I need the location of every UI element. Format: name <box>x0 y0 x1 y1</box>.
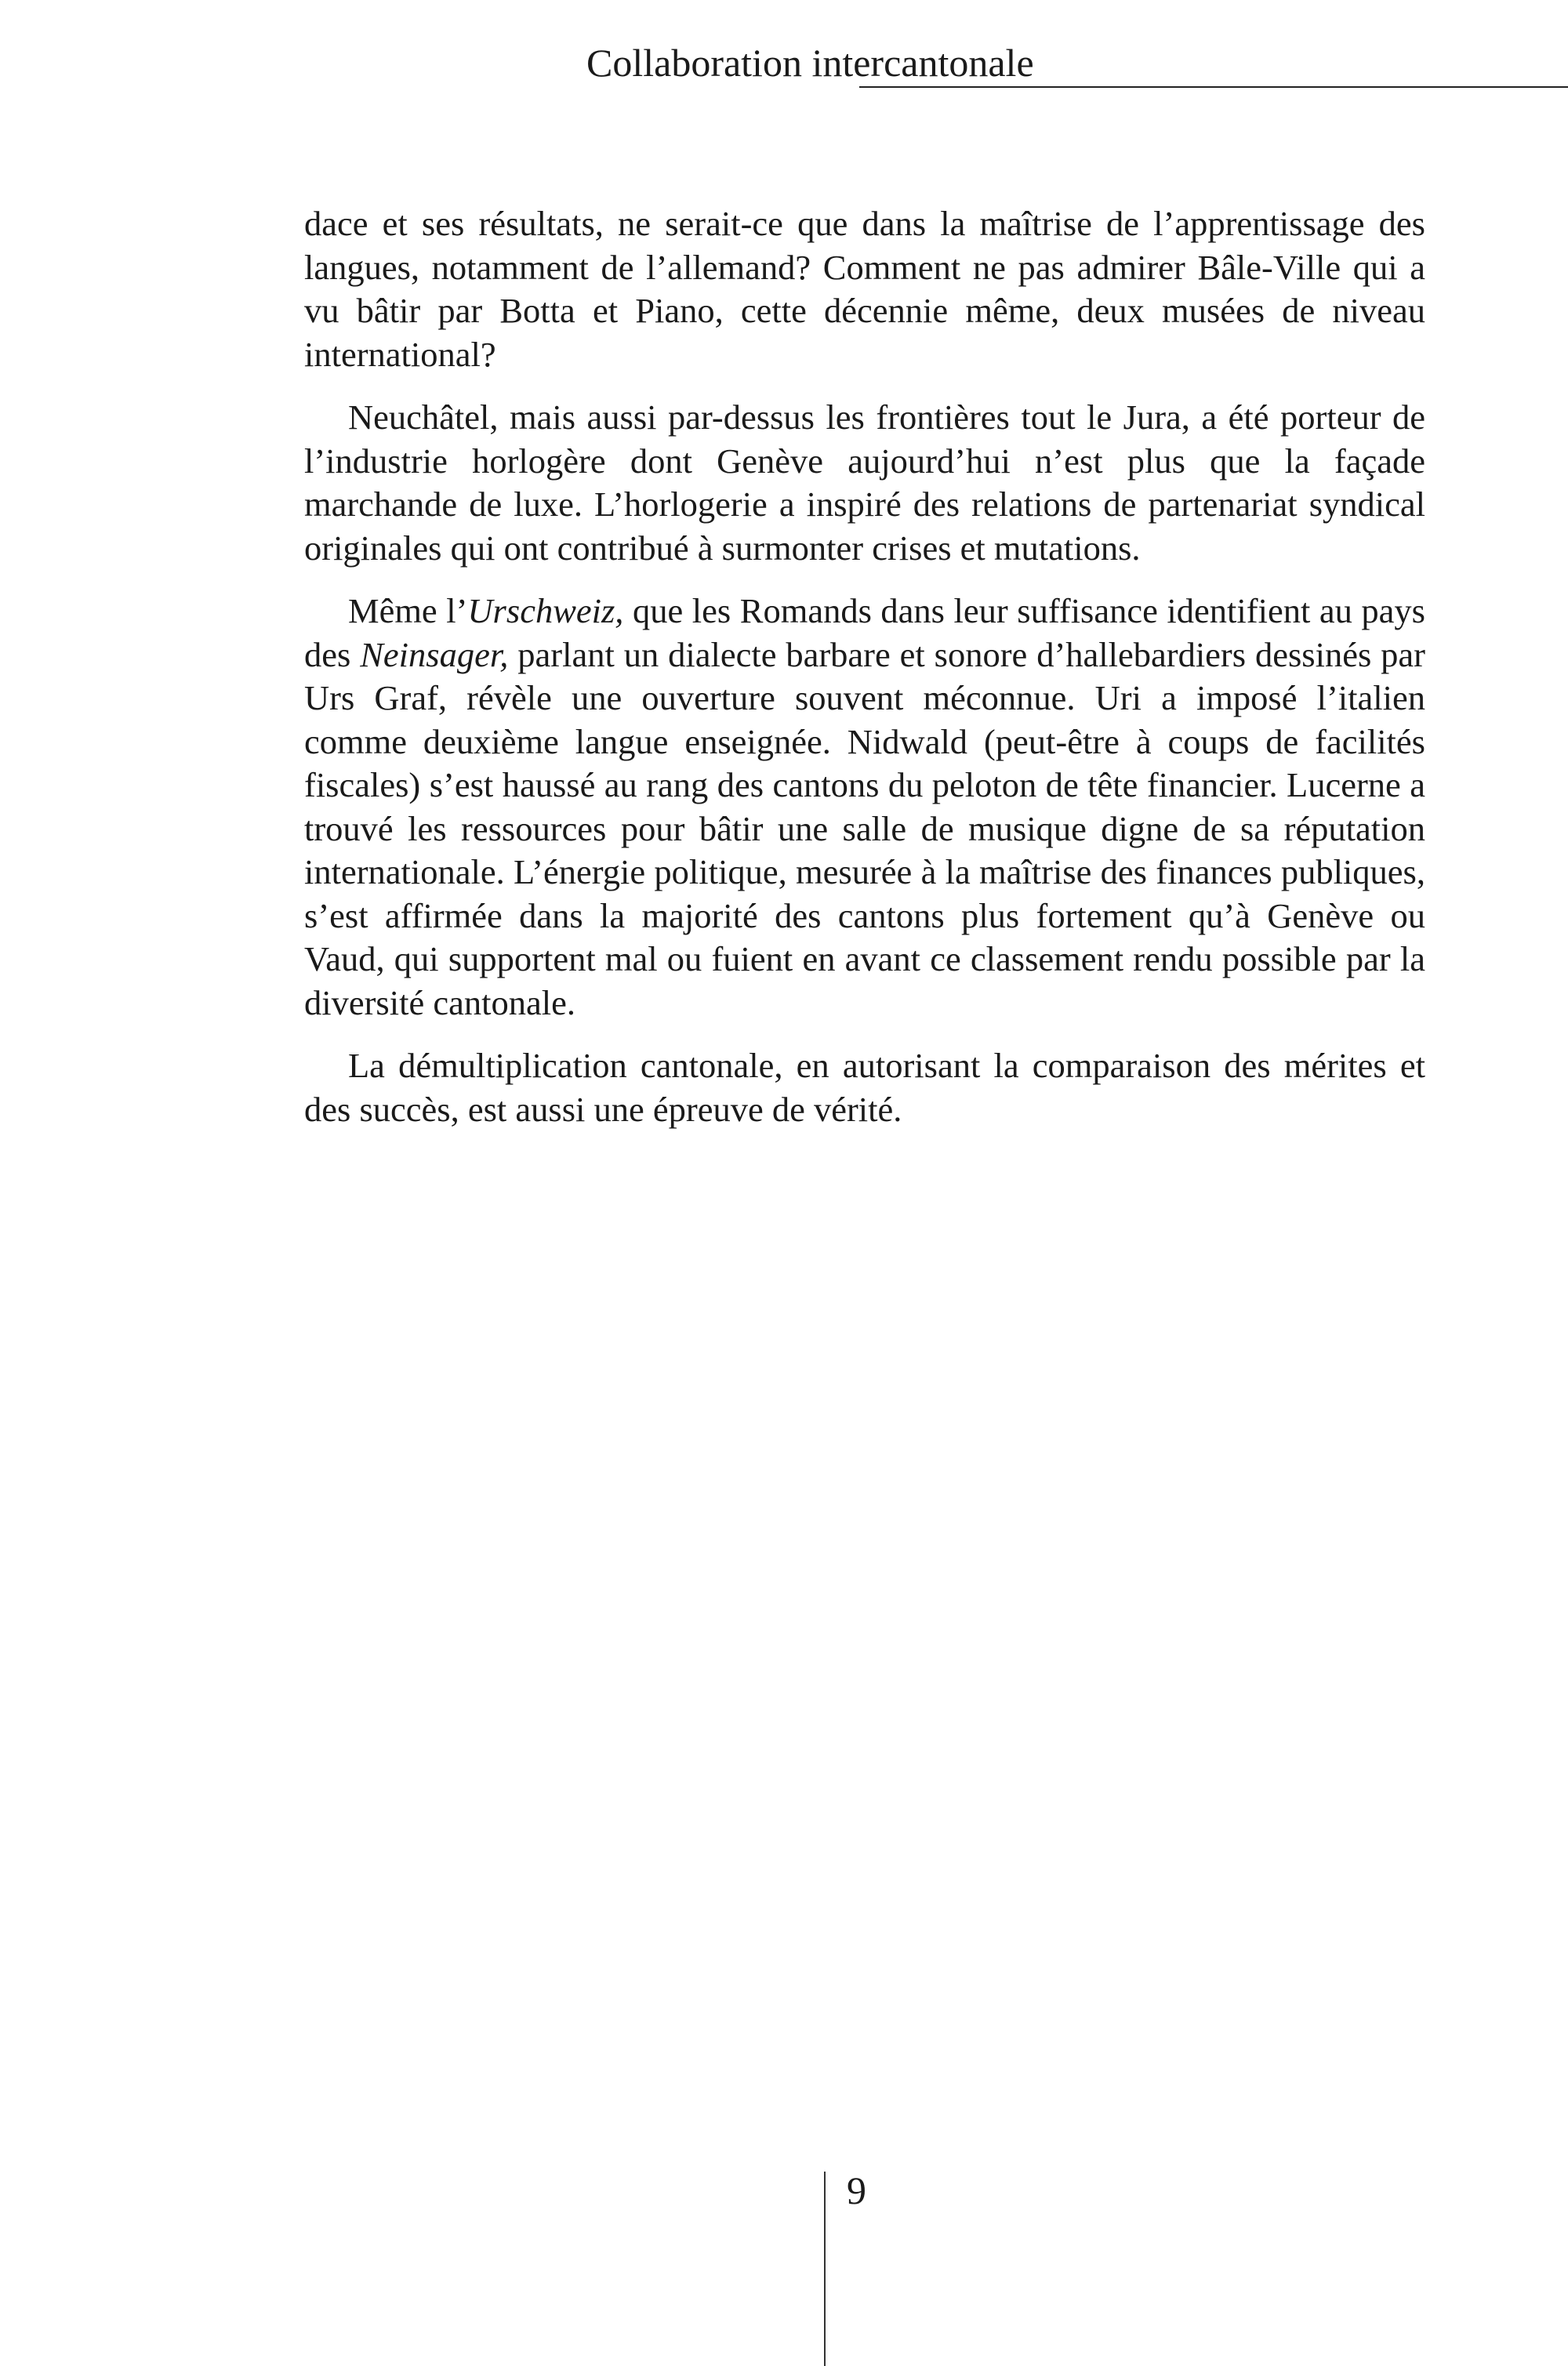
footer-rule <box>824 2172 826 2366</box>
paragraph-2: Neuchâtel, mais aussi par-dessus les frontières tout le Jura, a été porteur de l’industrie horlogère dont Genève aujourd’hui n’est plus que la façade marchande de luxe. L’horlogerie a inspiré des relations de partenariat syndical originales qui ont contribué à surmonter crises et mutations. <box>304 397 1425 568</box>
running-header-title-part1: Collaboration <box>586 41 812 85</box>
paragraph-3 <box>304 590 1425 1025</box>
page-number: 9 <box>847 2168 866 2212</box>
body-text <box>304 202 1425 1151</box>
paragraph-3-italic-neinsager: Neinsager, <box>360 634 509 674</box>
paragraph-3-text-c: que les Romands dans leur suffisance identifient au pays des <box>304 591 1425 674</box>
paragraph-3-italic-urschweiz: Urschweiz, <box>467 591 624 630</box>
running-header-title-part2: intercantonale <box>811 41 1034 85</box>
paragraph-3-text-a: Même l’ <box>348 591 468 630</box>
running-header <box>586 38 1034 88</box>
header-rule <box>859 86 1568 88</box>
paragraph-4: La démultiplication cantonale, en autorisant la comparaison des mérites et des succès, est aussi une épreuve de vérité. <box>304 1046 1425 1129</box>
paragraph-1: dace et ses résultats, ne serait-ce que dans la maîtrise de l’apprentissage des langues, notamment de l’allemand? Comment ne pas admirer Bâle-Ville qui a vu bâtir par Botta et Piano, cette décennie même, deux musées de niveau international? <box>304 204 1425 374</box>
paragraph-3-text-e: parlant un dialecte barbare et sonore d’hallebardiers dessinés par Urs Graf, révèle une ouverture souvent méconnue. Uri a imposé l’italien comme deuxième langue enseignée. Nidwald (peut-être à coups de facilités fiscales) s’est haussé au rang des cantons du peloton de tête financier. Lucerne a trouvé les ressources pour bâtir une salle de musique digne de sa réputation internationale. L’énergie politique, mesurée à la maîtrise des finances publiques, s’est affirmée dans la majorité des cantons plus fortement qu’à Genève ou Vaud, qui supportent mal ou fuient en avant ce classement rendu possible par la diversité cantonale. <box>304 634 1426 1022</box>
